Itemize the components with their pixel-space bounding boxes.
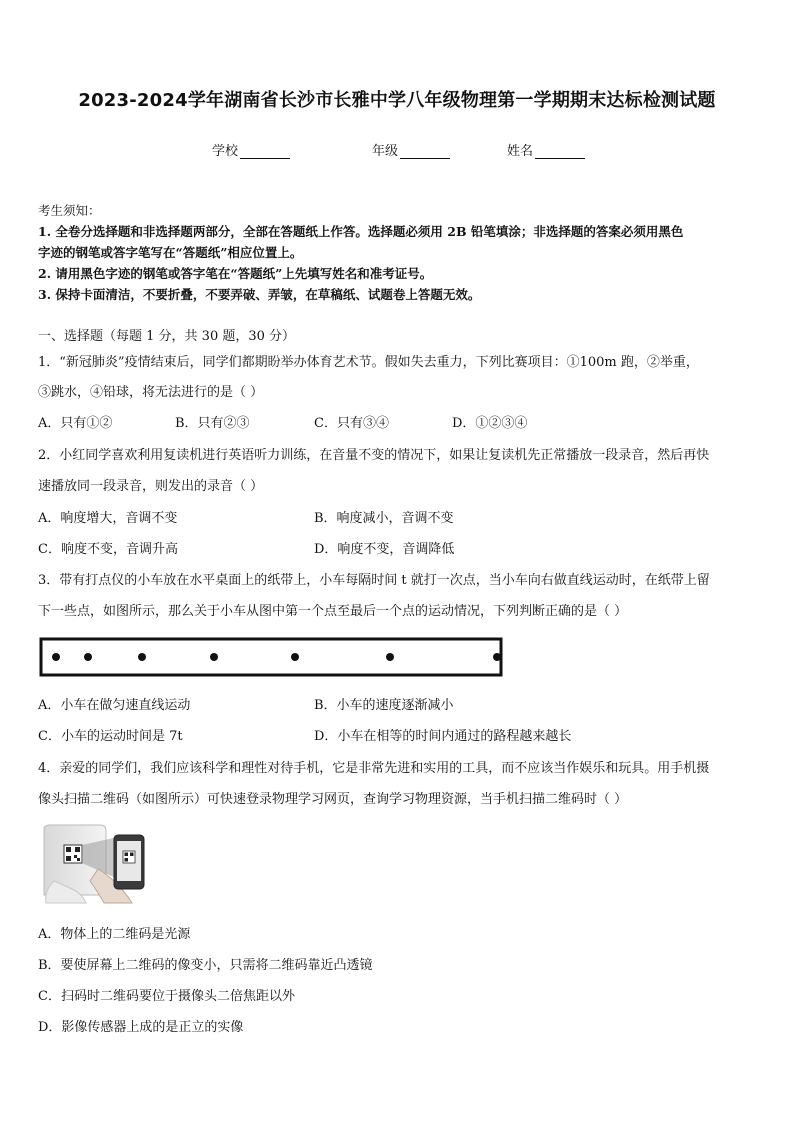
notice-item-1-line-2: 字迹的钢笔或答字笔写在“答题纸”相应位置上。 [38, 245, 303, 260]
tape-dot-3 [138, 653, 146, 661]
name-field [507, 140, 585, 159]
q4-line-1: 4．亲爱的同学们，我们应该科学和理性对待手机，它是非常先进和实用的工具，而不应该当作娱乐和玩具。用手机摄 [38, 761, 710, 776]
q3-option-b: B．小车的速度逐渐减小 [314, 698, 454, 713]
tape-dot-2 [84, 653, 92, 661]
q3-option-d: D．小车在相等的时间内通过的路程越来越长 [314, 729, 572, 744]
q2-option-d: D．响度不变，音调降低 [314, 542, 455, 557]
q2-option-c: C．响度不变，音调升高 [38, 542, 178, 557]
grade-field [372, 140, 450, 159]
q1-option-c: C．只有③④ [314, 416, 389, 431]
q4-option-a: A．物体上的二维码是光源 [38, 927, 191, 942]
school-field [212, 140, 290, 159]
q3-option-c: C．小车的运动时间是 7t [38, 729, 183, 744]
q1-option-d: D．①②③④ [452, 416, 528, 431]
q1-line-1: 1．“新冠肺炎”疫情结束后，同学们都期盼举办体育艺术节。假如失去重力，下列比赛项目：①100m 跑，②举重， [38, 355, 699, 370]
q2-option-a: A．响度增大，音调不变 [38, 511, 178, 526]
q2-option-b: B．响度减小，音调不变 [314, 511, 454, 526]
paper-tape [41, 639, 501, 675]
q1-option-b: B．只有②③ [175, 416, 250, 431]
q2-line-1: 2．小红同学喜欢利用复读机进行英语听力训练，在音量不变的情况下，如果让复读机先正常播放一段录音，然后再快 [38, 448, 710, 463]
q3-line-1: 3．带有打点仪的小车放在水平桌面上的纸带上，小车每隔时间 t 就打一次点，当小车向右做直线运动时，在纸带上留 [38, 573, 710, 588]
q4-option-b: B．要使屏幕上二维码的像变小，只需将二维码靠近凸透镜 [38, 958, 373, 973]
q3-option-a: A．小车在做匀速直线运动 [38, 698, 191, 713]
grade-label: 年级 [372, 144, 399, 159]
notice-item-3: 3. 保持卡面清洁，不要折叠，不要弄破、弄皱，在草稿纸、试题卷上答题无效。 [38, 287, 481, 302]
q4-option-d: D．影像传感器上成的是正立的实像 [38, 1020, 244, 1035]
q3-line-2: 下一些点，如图所示，那么关于小车从图中第一个点至最后一个点的运动情况，下列判断正确的是（ ） [38, 604, 628, 619]
q4-option-c: C．扫码时二维码要位于摄像头二倍焦距以外 [38, 989, 295, 1004]
q1-option-a: A．只有①② [38, 416, 113, 431]
section-heading: 一、选择题（每题 1 分，共 30 题，30 分） [38, 329, 296, 344]
school-label: 学校 [212, 144, 239, 159]
grade-blank [400, 146, 450, 159]
q4-line-2: 像头扫描二维码（如图所示）可快速登录物理学习网页，查询学习物理资源，当手机扫描二维码时（ ） [38, 792, 628, 807]
tape-dot-7 [493, 653, 501, 661]
school-blank [240, 146, 290, 159]
q2-line-2: 速播放同一段录音，则发出的录音（ ） [38, 479, 264, 494]
name-blank [535, 146, 585, 159]
tape-dot-6 [386, 653, 394, 661]
tape-dot-4 [210, 653, 218, 661]
notice-item-1-line-1: 1. 全卷分选择题和非选择题两部分，全部在答题纸上作答。选择题必须用 2B 铅笔填涂；非选择题的答案必须用黑色 [38, 224, 684, 239]
notice-item-2: 2. 请用黑色字迹的钢笔或答字笔在“答题纸”上先填写姓名和准考证号。 [38, 266, 433, 281]
name-label: 姓名 [507, 144, 534, 159]
notice-heading: 考生须知： [38, 203, 101, 218]
page-title: 2023-2024学年湖南省长沙市长雅中学八年级物理第一学期期末达标检测试题 [78, 90, 716, 111]
qr-scan-figure [40, 823, 150, 905]
q1-line-2: ③跳水，④铅球，将无法进行的是（ ） [38, 385, 264, 400]
tape-dot-5 [291, 653, 299, 661]
paper-tape-figure [38, 636, 504, 680]
tape-dot-1 [52, 653, 60, 661]
